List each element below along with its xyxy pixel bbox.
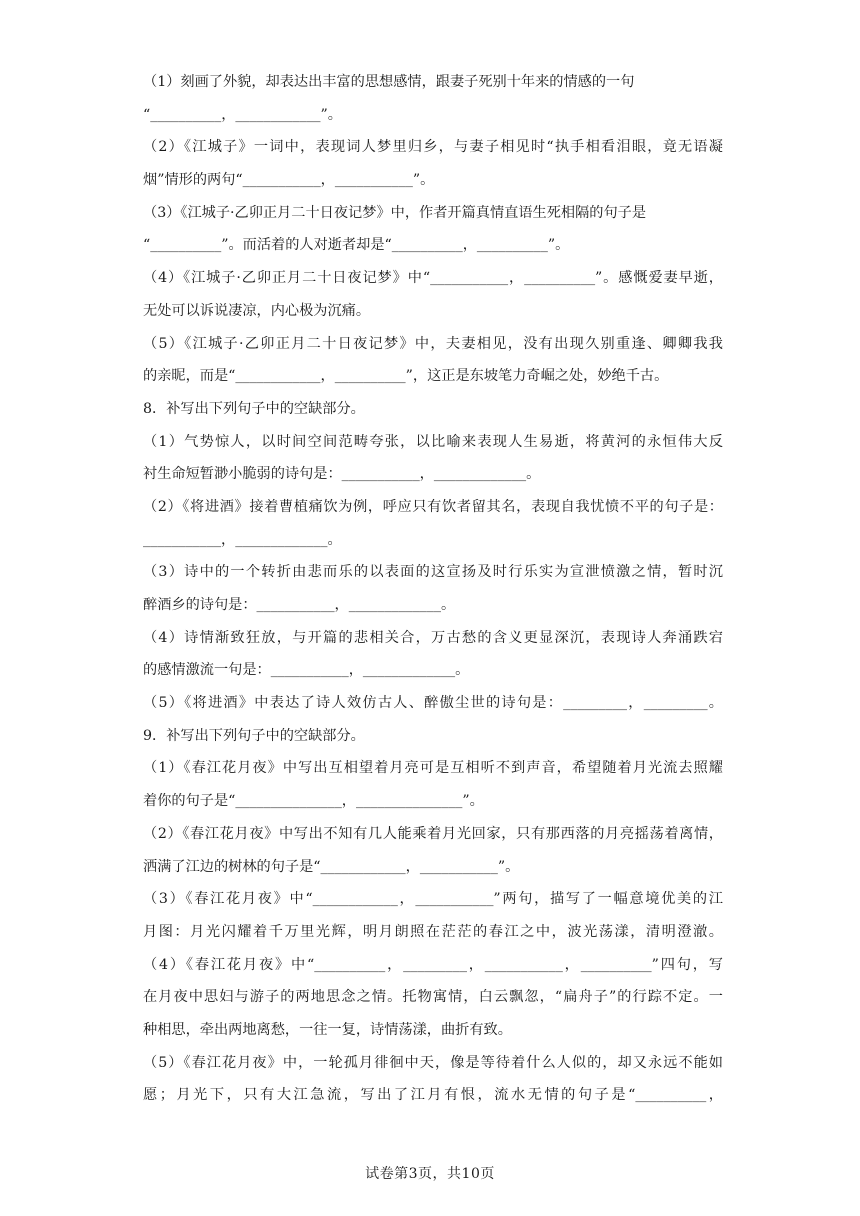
text-line: （3）诗中的一个转折由悲而乐的以表面的这宣扬及时行乐实为宣泄愤激之情，暂时沉 xyxy=(143,564,723,581)
text-line: （4）《江城子·乙卯正月二十日夜记梦》中“___________，__________”。感慨爱妻早逝， xyxy=(143,270,723,287)
text-line: 的感情激流一句是：___________，_____________。 xyxy=(143,662,470,679)
text-line: “__________”。而活着的人对逝者却是“__________，__________”。 xyxy=(143,237,570,254)
text-line: （5）《江城子·乙卯正月二十日夜记梦》中，夫妻相见，没有出现久别重逢、卿卿我我 xyxy=(143,335,723,352)
text-line: 在月夜中思妇与游子的两地思念之情。托物寓情，白云飘忽，“扁舟子”的行踪不定。一 xyxy=(143,989,723,1006)
text-line: （4）《春江花月夜》中“__________，_________，___________，__________”四句，写 xyxy=(143,956,723,973)
text-line: （2）《江城子》一词中，表现词人梦里归乡，与妻子相见时“执手相看泪眼，竟无语凝 xyxy=(143,139,723,156)
question-content xyxy=(143,66,723,1112)
text-line: 的亲昵，而是“____________，__________”，这正是东坡笔力奇崛之处，妙绝千古。 xyxy=(143,368,669,385)
text-line: 愿；月光下，只有大江急流，写出了江月有恨，流水无情的句子是“__________， xyxy=(143,1087,723,1104)
text-line: 洒满了江边的树林的句子是“____________，___________”。 xyxy=(143,858,520,875)
text-line: 9．补写出下列句子中的空缺部分。 xyxy=(143,727,365,744)
text-line: “__________，____________”。 xyxy=(143,106,342,123)
text-line: 烟”情形的两句“___________，___________”。 xyxy=(143,172,435,189)
text-line: （4）诗情渐致狂放，与开篇的悲相关合，万古愁的含义更显深沉，表现诗人奔涌跌宕 xyxy=(143,629,723,646)
text-line: （2）《将进酒》接着曹植痛饮为例，呼应只有饮者留其名，表现自我忧愤不平的句子是： xyxy=(143,498,723,515)
text-line: 衬生命短暂渺小脆弱的诗句是：___________，_____________。 xyxy=(143,466,541,483)
text-line: 8．补写出下列句子中的空缺部分。 xyxy=(143,400,365,417)
text-line: 醉酒乡的诗句是：___________，_____________。 xyxy=(143,597,456,613)
text-line: （5）《春江花月夜》中，一轮孤月徘徊中天，像是等待着什么人似的，却又永远不能如 xyxy=(143,1054,723,1071)
text-line: （5）《将进酒》中表达了诗人效仿古人、醉傲尘世的诗句是：_________，_________。 xyxy=(143,695,723,712)
text-line: （1）气势惊人，以时间空间范畴夸张，以比喻来表现人生易逝，将黄河的永恒伟大反 xyxy=(143,433,723,450)
text-line: 种相思，牵出两地离愁，一往一复，诗情荡漾，曲折有致。 xyxy=(143,1021,512,1038)
text-line: （3）《江城子·乙卯正月二十日夜记梦》中，作者开篇真情直语生死相隔的句子是 xyxy=(143,204,647,221)
text-line: ___________，_____________。 xyxy=(143,531,342,548)
text-line: 月图：月光闪耀着千万里光辉，明月朗照在茫茫的春江之中，波光荡漾，清明澄澈。 xyxy=(143,923,723,940)
text-line: （2）《春江花月夜》中写出不知有几人能乘着月光回家，只有那西落的月亮摇荡着离情， xyxy=(143,825,723,842)
text-line: 着你的句子是“_______________，_______________”。 xyxy=(143,793,484,810)
text-line: （3）《春江花月夜》中“____________，___________”两句，描写了一幅意境优美的江 xyxy=(143,891,723,908)
text-line: 无处可以诉说凄凉，内心极为沉痛。 xyxy=(143,302,371,319)
text-line: （1）《春江花月夜》中写出互相望着月亮可是互相听不到声音，希望随着月光流去照耀 xyxy=(143,760,723,777)
page-footer: 试卷第3页，共10页 xyxy=(365,1166,495,1182)
text-line: （1）刻画了外貌，却表达出丰富的思想感情，跟妻子死别十年来的情感的一句 xyxy=(143,74,635,90)
